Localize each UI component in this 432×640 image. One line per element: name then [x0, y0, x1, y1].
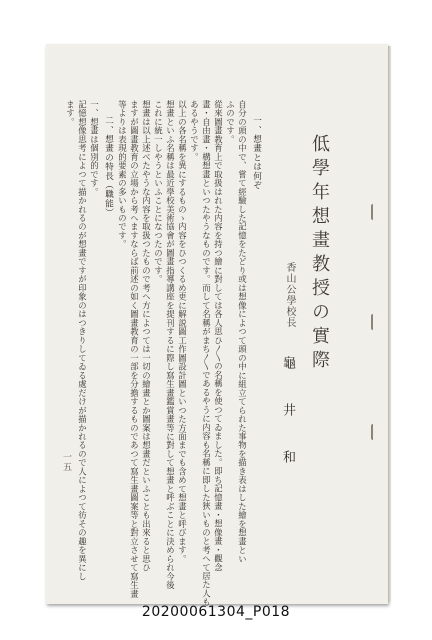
page-edge-shadow: [388, 46, 391, 602]
author-name: 龜井和: [280, 356, 295, 497]
author-affiliation: 香山公學校長: [284, 262, 295, 328]
section-heading: 二、想畫の特長（職能）: [103, 116, 114, 218]
body-column: あるやうです。: [189, 100, 200, 162]
article-title: 低學年想畫教授の實際: [309, 134, 330, 374]
binding-stitch: [371, 314, 377, 330]
body-column: 畫・自由畫・構想畫といつたやうなものです。而して名稱がまち〳〵であるやうに内容も名稱に即した狹いものと考へて居た人も: [201, 100, 212, 607]
body-column: 等よりは表現的要素の多いものです。: [117, 100, 128, 249]
body-column: 自分の頭の中で、嘗て經驗した記憶をたどり或は想像によつて頭の中に組立てられた事物を描き表はした繪を想畫とい: [237, 100, 248, 564]
body-column: 記憶想像思考によつて描かれるのが想畫ですが印象のはつきりしてゐる處だけが描かれるので人によつて彷その趣を異にし: [77, 100, 88, 581]
binding-stitch: [371, 424, 377, 440]
body-column: 想畫は以上述べたやうな内容を取扱つたもので考へ方によつては一切の繪畫とか圖案は想畫だといふことも出來ると思ひ: [141, 100, 152, 572]
body-column: ます。: [65, 100, 76, 127]
body-column: 想畫といふ名稱は最近學校美術協會が圖畫指導講座を提刊するに際し寫生畫鑑賞畫等に對して想畫と呼ぶことに決められ今後: [165, 100, 176, 590]
section-heading: 一、想畫とは何ぞ: [251, 116, 262, 190]
body-column: 以上の各名稱を異にするものゝ内容をひつくるめ更に解説圖工作圖設計圖といつた方面までも含めて想畫と呼びます。: [177, 100, 188, 564]
body-column: ふのです。: [225, 100, 236, 144]
body-column: これに統一しやうといふことになつたのです。: [153, 100, 164, 284]
body-column: ますが圖畫教育の立場から考へますならば前述の如く圖畫教育の一部を分擔するものであつて寫生畫圖案等と對立させて寫生畫: [129, 100, 140, 599]
image-caption: 20200061304_P018: [141, 604, 291, 620]
body-column: 從來圖畫教育上で取扱はれた内容を持つ繪に對しては各人思ひ〳〵の名稱を使つてゐました。即ち記憶畫・想像畫・觀念: [213, 100, 224, 572]
page-number: 一五: [61, 452, 71, 472]
binding-stitch: [371, 204, 377, 220]
body-column: 一、想畫は個別的です。: [89, 100, 100, 197]
